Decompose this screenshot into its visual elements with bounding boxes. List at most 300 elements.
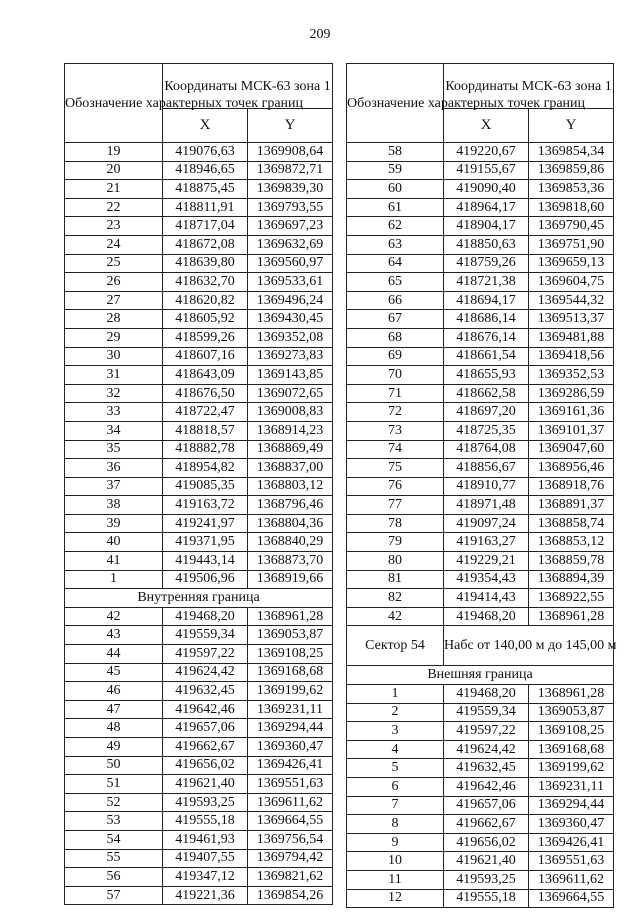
x-coordinate-cell: 418639,80 [163,254,248,273]
x-coordinate-cell: 418818,57 [163,421,248,440]
table-row [65,403,333,422]
point-number-cell: 44 [65,645,163,664]
point-number-cell: 38 [65,496,163,515]
x-coordinate-cell: 419624,42 [444,740,529,759]
table-row [347,778,614,797]
y-coordinate-cell: 1369533,61 [248,273,333,292]
point-number-cell: 52 [65,793,163,812]
table-row [347,889,614,908]
table-row [65,310,333,329]
sector-row [347,626,614,666]
table-row [347,533,614,552]
point-number-cell: 71 [347,384,444,403]
right-coordinates-table [346,63,617,908]
point-number-cell: 64 [347,254,444,273]
x-coordinate-cell: 419163,27 [444,533,529,552]
point-number-cell: 47 [65,700,163,719]
y-coordinate-cell: 1369352,53 [529,366,614,385]
section-label: Внутренняя граница [65,589,333,608]
point-number-cell: 23 [65,217,163,236]
point-number-cell: 3 [347,722,444,741]
x-header: X [163,109,248,143]
table-row [347,235,614,254]
y-coordinate-cell: 1369168,68 [529,740,614,759]
table-row [347,273,614,292]
x-coordinate-cell: 418971,48 [444,496,529,515]
y-coordinate-cell: 1369199,62 [248,682,333,701]
x-coordinate-cell: 419347,12 [163,868,248,887]
x-coordinate-cell: 419642,46 [444,778,529,797]
x-coordinate-cell: 419506,96 [163,570,248,589]
point-number-cell: 74 [347,440,444,459]
y-coordinate-cell: 1368859,78 [529,552,614,571]
table-row [65,793,333,812]
x-coordinate-cell: 419657,06 [444,796,529,815]
point-number-cell: 56 [65,868,163,887]
designation-header: Обозначение характерных точек границ [65,64,163,143]
y-coordinate-cell: 1368840,29 [248,533,333,552]
point-number-cell: 42 [347,607,444,626]
point-number-cell: 70 [347,366,444,385]
sector-label: Сектор 54 [347,626,444,666]
point-number-cell: 79 [347,533,444,552]
y-coordinate-cell: 1369790,45 [529,217,614,236]
table-row [65,830,333,849]
point-number-cell: 69 [347,347,444,366]
y-coordinate-cell: 1368961,28 [529,685,614,704]
x-coordinate-cell: 419662,67 [163,738,248,757]
y-coordinate-cell: 1369426,41 [529,833,614,852]
table-row [65,570,333,589]
x-coordinate-cell: 418620,82 [163,291,248,310]
table-row [65,645,333,664]
table-row [65,552,333,571]
x-coordinate-cell: 418632,70 [163,273,248,292]
x-coordinate-cell: 419443,14 [163,552,248,571]
x-coordinate-cell: 419559,34 [163,626,248,645]
y-coordinate-cell: 1369072,65 [248,384,333,403]
y-coordinate-cell: 1368894,39 [529,570,614,589]
point-number-cell: 20 [65,161,163,180]
table-row [65,682,333,701]
x-coordinate-cell: 419155,67 [444,161,529,180]
y-coordinate-cell: 1369108,25 [248,645,333,664]
x-coordinate-cell: 418605,92 [163,310,248,329]
x-coordinate-cell: 419163,72 [163,496,248,515]
point-number-cell: 32 [65,384,163,403]
x-coordinate-cell: 418904,17 [444,217,529,236]
y-coordinate-cell: 1369821,62 [248,868,333,887]
y-coordinate-cell: 1369513,37 [529,310,614,329]
point-number-cell: 1 [65,570,163,589]
y-coordinate-cell: 1369544,32 [529,291,614,310]
x-coordinate-cell: 418717,04 [163,217,248,236]
point-number-cell: 24 [65,235,163,254]
x-coordinate-cell: 418946,65 [163,161,248,180]
point-number-cell: 63 [347,235,444,254]
x-coordinate-cell: 419354,43 [444,570,529,589]
point-number-cell: 77 [347,496,444,515]
x-coordinate-cell: 418850,63 [444,235,529,254]
point-number-cell: 78 [347,514,444,533]
x-coordinate-cell: 419468,20 [444,607,529,626]
y-header: Y [248,109,333,143]
x-coordinate-cell: 419414,43 [444,589,529,608]
point-number-cell: 55 [65,849,163,868]
x-coordinate-cell: 418759,26 [444,254,529,273]
table-row [347,870,614,889]
point-number-cell: 57 [65,886,163,905]
table-row [65,273,333,292]
point-number-cell: 49 [65,738,163,757]
x-coordinate-cell: 418697,20 [444,403,529,422]
point-number-cell: 58 [347,143,444,162]
y-coordinate-cell: 1369430,45 [248,310,333,329]
section-row [347,666,614,685]
point-number-cell: 43 [65,626,163,645]
point-number-cell: 6 [347,778,444,797]
table-row [65,235,333,254]
x-coordinate-cell: 419559,34 [444,703,529,722]
table-row [65,291,333,310]
table-row [65,384,333,403]
table-row [65,328,333,347]
table-row [347,833,614,852]
table-row [65,421,333,440]
x-header: X [444,109,529,143]
y-coordinate-cell: 1369908,64 [248,143,333,162]
y-coordinate-cell: 1369854,34 [529,143,614,162]
table-row [347,328,614,347]
y-coordinate-cell: 1369168,68 [248,663,333,682]
point-number-cell: 21 [65,180,163,199]
table-row [65,366,333,385]
y-coordinate-cell: 1369794,42 [248,849,333,868]
point-number-cell: 76 [347,477,444,496]
table-row [65,738,333,757]
x-coordinate-cell: 418856,67 [444,459,529,478]
x-coordinate-cell: 418721,38 [444,273,529,292]
y-coordinate-cell: 1369143,85 [248,366,333,385]
point-number-cell: 19 [65,143,163,162]
table-row [65,440,333,459]
point-number-cell: 4 [347,740,444,759]
x-coordinate-cell: 419656,02 [444,833,529,852]
point-number-cell: 72 [347,403,444,422]
y-coordinate-cell: 1368961,28 [248,607,333,626]
y-coordinate-cell: 1369101,37 [529,421,614,440]
point-number-cell: 28 [65,310,163,329]
x-coordinate-cell: 419593,25 [444,870,529,889]
x-coordinate-cell: 419097,24 [444,514,529,533]
y-coordinate-cell: 1369611,62 [248,793,333,812]
table-row [347,570,614,589]
x-coordinate-cell: 419468,20 [163,607,248,626]
point-number-cell: 46 [65,682,163,701]
table-row [347,198,614,217]
y-coordinate-cell: 1368873,70 [248,552,333,571]
table-row [347,607,614,626]
y-coordinate-cell: 1368803,12 [248,477,333,496]
y-coordinate-cell: 1369854,26 [248,886,333,905]
table-row [65,626,333,645]
point-number-cell: 81 [347,570,444,589]
y-coordinate-cell: 1368804,36 [248,514,333,533]
x-coordinate-cell: 419555,18 [163,812,248,831]
table-row [65,347,333,366]
point-number-cell: 73 [347,421,444,440]
y-coordinate-cell: 1369604,75 [529,273,614,292]
table-row [347,161,614,180]
table-row [347,740,614,759]
x-coordinate-cell: 418676,14 [444,328,529,347]
table-row [347,852,614,871]
point-number-cell: 48 [65,719,163,738]
point-number-cell: 65 [347,273,444,292]
x-coordinate-cell: 419090,40 [444,180,529,199]
x-coordinate-cell: 419642,46 [163,700,248,719]
point-number-cell: 2 [347,703,444,722]
point-number-cell: 22 [65,198,163,217]
x-coordinate-cell: 419221,36 [163,886,248,905]
x-coordinate-cell: 418694,17 [444,291,529,310]
y-coordinate-cell: 1369286,59 [529,384,614,403]
point-number-cell: 37 [65,477,163,496]
table-row [347,589,614,608]
x-coordinate-cell: 419621,40 [444,852,529,871]
x-coordinate-cell: 419657,06 [163,719,248,738]
y-coordinate-cell: 1368918,76 [529,477,614,496]
x-coordinate-cell: 418954,82 [163,459,248,478]
point-number-cell: 30 [65,347,163,366]
table-row [65,161,333,180]
y-coordinate-cell: 1369053,87 [248,626,333,645]
table-row [65,477,333,496]
x-coordinate-cell: 418725,35 [444,421,529,440]
y-coordinate-cell: 1369360,47 [529,815,614,834]
table-row [347,254,614,273]
table-row [65,459,333,478]
point-number-cell: 40 [65,533,163,552]
point-number-cell: 75 [347,459,444,478]
y-coordinate-cell: 1369839,30 [248,180,333,199]
point-number-cell: 54 [65,830,163,849]
point-number-cell: 62 [347,217,444,236]
x-coordinate-cell: 418722,47 [163,403,248,422]
point-number-cell: 60 [347,180,444,199]
point-number-cell: 51 [65,775,163,794]
y-coordinate-cell: 1368919,66 [248,570,333,589]
y-coordinate-cell: 1369632,69 [248,235,333,254]
x-coordinate-cell: 419468,20 [444,685,529,704]
table-row [65,198,333,217]
table-row [347,703,614,722]
table-row [347,291,614,310]
y-coordinate-cell: 1369199,62 [529,759,614,778]
table-row [65,886,333,905]
y-coordinate-cell: 1369231,11 [529,778,614,797]
coordinates-header: Координаты МСК-63 зона 1 [444,64,614,109]
x-coordinate-cell: 419371,95 [163,533,248,552]
coordinates-header: Координаты МСК-63 зона 1 [163,64,333,109]
y-coordinate-cell: 1369853,36 [529,180,614,199]
point-number-cell: 11 [347,870,444,889]
table-row [347,347,614,366]
point-number-cell: 34 [65,421,163,440]
point-number-cell: 9 [347,833,444,852]
y-coordinate-cell: 1369418,56 [529,347,614,366]
table-row [347,759,614,778]
table-row [347,366,614,385]
y-coordinate-cell: 1369611,62 [529,870,614,889]
table-row [347,217,614,236]
y-coordinate-cell: 1369659,13 [529,254,614,273]
x-coordinate-cell: 419632,45 [444,759,529,778]
y-coordinate-cell: 1369560,97 [248,254,333,273]
y-coordinate-cell: 1368961,28 [529,607,614,626]
y-coordinate-cell: 1369751,90 [529,235,614,254]
y-coordinate-cell: 1369294,44 [248,719,333,738]
y-coordinate-cell: 1368922,55 [529,589,614,608]
point-number-cell: 27 [65,291,163,310]
point-number-cell: 5 [347,759,444,778]
y-header: Y [529,109,614,143]
table-row [347,403,614,422]
table-row [347,514,614,533]
point-number-cell: 31 [65,366,163,385]
x-coordinate-cell: 419461,93 [163,830,248,849]
point-number-cell: 67 [347,310,444,329]
point-number-cell: 25 [65,254,163,273]
table-row [65,514,333,533]
table-row [347,722,614,741]
y-coordinate-cell: 1369108,25 [529,722,614,741]
y-coordinate-cell: 1369551,63 [529,852,614,871]
y-coordinate-cell: 1368914,23 [248,421,333,440]
point-number-cell: 68 [347,328,444,347]
table-row [347,796,614,815]
y-coordinate-cell: 1369818,60 [529,198,614,217]
table-row [347,685,614,704]
x-coordinate-cell: 419593,25 [163,793,248,812]
y-coordinate-cell: 1369360,47 [248,738,333,757]
table-row [65,868,333,887]
y-coordinate-cell: 1368837,00 [248,459,333,478]
table-row [347,310,614,329]
table-row [65,533,333,552]
point-number-cell: 7 [347,796,444,815]
x-coordinate-cell: 419076,63 [163,143,248,162]
table-row [65,496,333,515]
point-number-cell: 50 [65,756,163,775]
table-row [65,775,333,794]
x-coordinate-cell: 418875,45 [163,180,248,199]
y-coordinate-cell: 1369793,55 [248,198,333,217]
table-row [347,421,614,440]
x-coordinate-cell: 419407,55 [163,849,248,868]
y-coordinate-cell: 1369053,87 [529,703,614,722]
table-row [347,459,614,478]
y-coordinate-cell: 1369294,44 [529,796,614,815]
table-row [65,143,333,162]
x-coordinate-cell: 419597,22 [163,645,248,664]
y-coordinate-cell: 1369872,71 [248,161,333,180]
point-number-cell: 12 [347,889,444,908]
point-number-cell: 59 [347,161,444,180]
x-coordinate-cell: 418662,58 [444,384,529,403]
section-row [65,589,333,608]
table-row [347,143,614,162]
y-coordinate-cell: 1368956,46 [529,459,614,478]
table-row [347,180,614,199]
table-row [347,815,614,834]
table-row [65,756,333,775]
y-coordinate-cell: 1368853,12 [529,533,614,552]
y-coordinate-cell: 1369664,55 [529,889,614,908]
point-number-cell: 29 [65,328,163,347]
point-number-cell: 33 [65,403,163,422]
x-coordinate-cell: 418599,26 [163,328,248,347]
point-number-cell: 39 [65,514,163,533]
y-coordinate-cell: 1369008,83 [248,403,333,422]
point-number-cell: 1 [347,685,444,704]
point-number-cell: 66 [347,291,444,310]
y-coordinate-cell: 1368858,74 [529,514,614,533]
point-number-cell: 41 [65,552,163,571]
x-coordinate-cell: 419229,21 [444,552,529,571]
x-coordinate-cell: 418686,14 [444,310,529,329]
y-coordinate-cell: 1369231,11 [248,700,333,719]
point-number-cell: 35 [65,440,163,459]
y-coordinate-cell: 1369697,23 [248,217,333,236]
x-coordinate-cell: 418764,08 [444,440,529,459]
point-number-cell: 80 [347,552,444,571]
section-label: Внешняя граница [347,666,614,685]
x-coordinate-cell: 419085,35 [163,477,248,496]
y-coordinate-cell: 1369352,08 [248,328,333,347]
x-coordinate-cell: 419220,67 [444,143,529,162]
x-coordinate-cell: 419555,18 [444,889,529,908]
x-coordinate-cell: 419621,40 [163,775,248,794]
point-number-cell: 61 [347,198,444,217]
x-coordinate-cell: 418672,08 [163,235,248,254]
y-coordinate-cell: 1369273,83 [248,347,333,366]
y-coordinate-cell: 1369161,36 [529,403,614,422]
page-number: 209 [309,27,331,42]
point-number-cell: 42 [65,607,163,626]
table-row [65,180,333,199]
y-coordinate-cell: 1369551,63 [248,775,333,794]
x-coordinate-cell: 419241,97 [163,514,248,533]
x-coordinate-cell: 418643,09 [163,366,248,385]
x-coordinate-cell: 418655,93 [444,366,529,385]
x-coordinate-cell: 418676,50 [163,384,248,403]
y-coordinate-cell: 1368796,46 [248,496,333,515]
table-row [65,812,333,831]
table-row [65,719,333,738]
x-coordinate-cell: 419662,67 [444,815,529,834]
left-coordinates-table [64,63,333,905]
x-coordinate-cell: 419632,45 [163,682,248,701]
x-coordinate-cell: 418882,78 [163,440,248,459]
x-coordinate-cell: 419656,02 [163,756,248,775]
y-coordinate-cell: 1369859,86 [529,161,614,180]
table-row [65,663,333,682]
y-coordinate-cell: 1368891,37 [529,496,614,515]
table-row [65,849,333,868]
x-coordinate-cell: 419597,22 [444,722,529,741]
table-row [65,217,333,236]
